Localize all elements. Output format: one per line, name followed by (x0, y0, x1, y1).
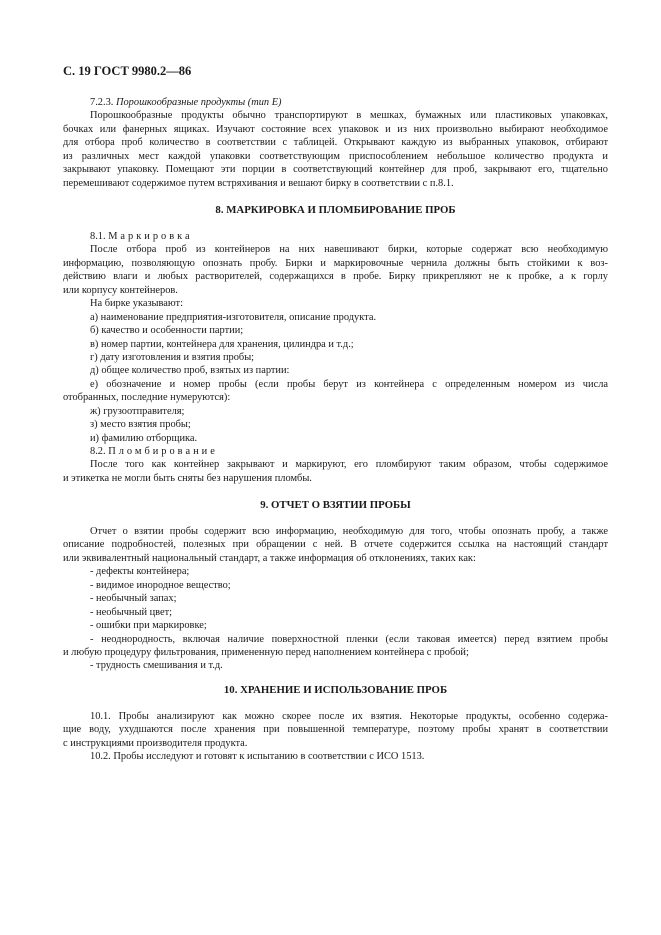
subsection-number: 8.2. (90, 446, 109, 457)
text-line: в) номер партии, контейнера для хранения, цилиндра и т.д.; (90, 338, 354, 350)
text-line: для отбора проб количество в соответствии с таблицей. Открывают каждую из выбранных упаковок, отбирают (63, 137, 608, 149)
text-line: а) наименование предприятия-изготовителя, описание продукта. (90, 311, 377, 323)
text-line: - неоднородность, включая наличие поверхностной пленки (если таковая имеется) перед взятием пробы (90, 633, 608, 645)
text-line: перемешивают содержимое путем встряхивания и вешают бирку в соответствии с п.8.1. (63, 177, 454, 189)
text-line: информацию, позволяющую опознать пробу. Бирки и маркировочные чернила должны быть стойкими к воз- (63, 257, 608, 269)
text-line: - ошибки при маркировке; (90, 620, 207, 632)
subsection-8-2-title (63, 445, 608, 458)
text-line: б) качество и особенности партии; (90, 325, 244, 337)
text-line: е) обозначение и номер пробы (если пробы берут из контейнера с определенным номером из числа (90, 378, 608, 390)
text-line: с инструкциями производителя продукта. (63, 737, 248, 749)
text-line: описание подробностей, полезных при обращении с ней. В отчете содержится ссылка на настоящий стандарт (63, 539, 608, 551)
text-line: действию влаги и любых растворителей, содержащихся в пробе. Бирку прикрепляют не к пробке, а к горлу (63, 271, 608, 283)
page-header: С. 19 ГОСТ 9980.2—86 (63, 64, 192, 78)
text-line: - необычный запах; (90, 593, 177, 605)
heading-section-9: 9. ОТЧЕТ О ВЗЯТИИ ПРОБЫ (260, 499, 411, 511)
text-line: щие воду, ухудшаются после хранения при повышенной температуре, поэтому пробы хранят в соответствии (63, 724, 608, 736)
text-line: ж) грузоотправителя; (90, 405, 185, 417)
text-line: После того как контейнер закрывают и маркируют, его пломбируют таким образом, чтобы содержимое (90, 459, 608, 471)
text-line: бочках или фанерных ящиках. Изучают состояние всех упаковок и из них произвольно выбирают необходимое (63, 123, 608, 135)
text-line: отобранных, последние нумеруются): (63, 392, 231, 404)
section-7-2-3 (63, 96, 608, 190)
text-line: - трудность смешивания и т.д. (90, 660, 223, 672)
subsection-8-1-title (63, 230, 608, 243)
heading-section-8: 8. МАРКИРОВКА И ПЛОМБИРОВАНИЕ ПРОБ (215, 204, 456, 216)
text-line: з) место взятия пробы; (90, 419, 191, 431)
text-line: - необычный цвет; (90, 606, 173, 618)
text-line: - дефекты контейнера; (90, 566, 190, 578)
text-line: После отбора проб из контейнеров на них навешивают бирки, которые содержат всю необходимую (90, 244, 608, 256)
text-line: 10.2. Пробы исследуют и готовят к испытанию в соответствии с ИСО 1513. (90, 751, 425, 763)
text-line: закрывают упаковку. Помещают эти порции в соответствующий контейнер для проб, закрывают его, тщательно (63, 164, 608, 176)
text-line: и этикетка не могли быть сняты без нарушения пломбы. (63, 472, 312, 484)
subsection-title-text: Маркировка (108, 231, 193, 242)
subsection-title-text: Порошкообразные продукты (тип Е) (115, 97, 282, 108)
text-line: д) общее количество проб, взятых из партии: (90, 365, 290, 377)
text-line: Отчет о взятии пробы содержит всю информацию, необходимую для того, чтобы опознать пробу, а также (90, 526, 608, 537)
subsection-number: 8.1. (90, 231, 109, 242)
text-line: или корпусу контейнеров. (63, 284, 178, 296)
text-line: или эквивалентный национальный стандарт, а также информация об отклонениях, таких как: (63, 552, 476, 564)
subsection-title (63, 96, 608, 109)
text-line: 10.1. Пробы анализируют как можно скорее после их взятия. Некоторые продукты, особенно содержа- (90, 711, 608, 722)
text-line: Порошкообразные продукты обычно транспортируют в мешках, бумажных или пластиковых упаковках, (90, 110, 608, 122)
section-8 (63, 230, 608, 485)
text-line: - видимое инородное вещество; (90, 579, 231, 591)
subsection-number: 7.2.3. (90, 97, 116, 108)
text-line: На бирке указывают: (90, 298, 183, 310)
section-9 (63, 525, 608, 673)
subsection-title-text: Пломбирование (108, 446, 218, 457)
heading-section-10: 10. ХРАНЕНИЕ И ИСПОЛЬЗОВАНИЕ ПРОБ (223, 684, 448, 696)
text-line: г) дату изготовления и взятия пробы; (90, 351, 255, 363)
text-line: и любую процедуру фильтрования, примененную перед наполнением контейнера с пробой; (63, 646, 469, 658)
text-line: из различных мест каждой упаковки соответствующим приспособлением небольшое количество продукта и (63, 150, 608, 162)
section-10 (63, 710, 608, 764)
text-line: и) фамилию отборщика. (90, 432, 198, 444)
